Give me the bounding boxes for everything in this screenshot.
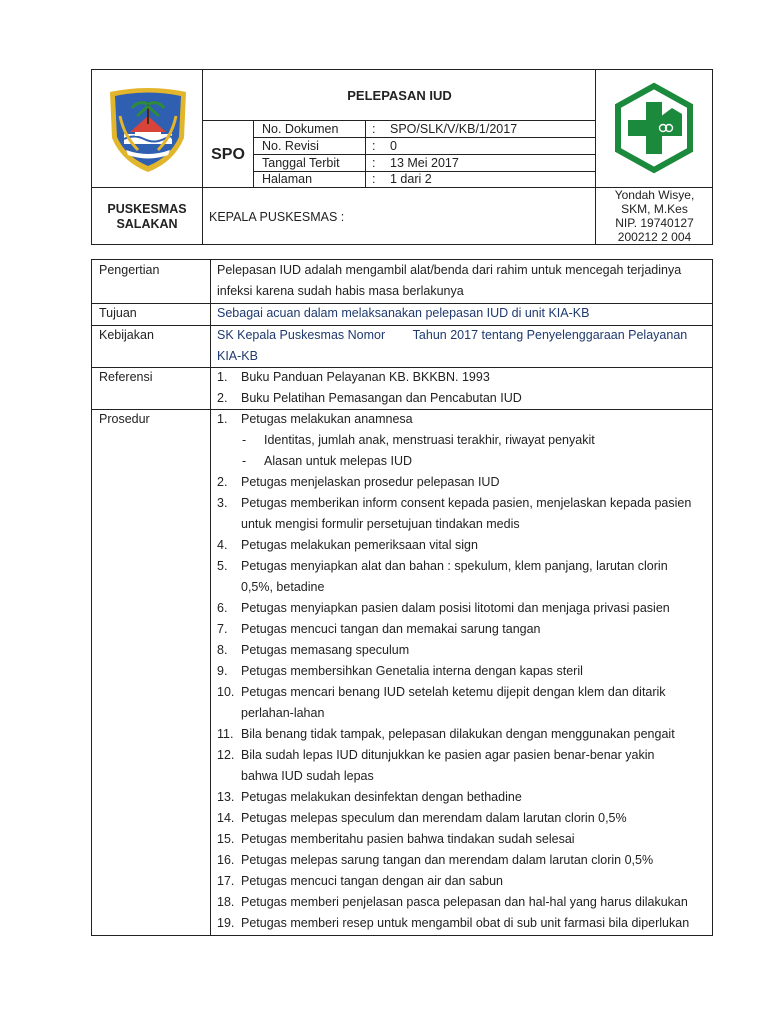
organization-line: SALAKAN <box>116 217 178 231</box>
list-number: 11. <box>217 727 234 741</box>
organization-line: PUSKESMAS <box>107 202 187 216</box>
list-text-continued: untuk mengisi formulir persetujuan tindakan medis <box>241 517 520 531</box>
list-number: 6. <box>217 601 228 615</box>
list-text: Bila sudah lepas IUD ditunjukkan ke pasien agar pasien benar-benar yakin <box>241 748 655 762</box>
section-label-kebijakan: Kebijakan <box>99 328 154 342</box>
list-number: 1. <box>217 412 228 426</box>
list-text: Petugas melakukan anamnesa <box>241 412 413 426</box>
list-text: Petugas menjelaskan prosedur pelepasan IUD <box>241 475 500 489</box>
bullet-dash: - <box>242 454 247 468</box>
tujuan-text: Sebagai acuan dalam melaksanakan pelepasan IUD di unit KIA-KB <box>217 306 590 320</box>
signer-line: 200212 2 004 <box>617 230 692 244</box>
meta-separator: : <box>372 122 376 136</box>
list-number: 13. <box>217 790 235 804</box>
list-number: 18. <box>217 895 235 909</box>
list-number: 16. <box>217 853 235 867</box>
list-text-continued: 0,5%, betadine <box>241 580 325 594</box>
list-text: Petugas memasang speculum <box>241 643 410 657</box>
list-text: Petugas melepas sarung tangan dan merendam dalam larutan clorin 0,5% <box>241 853 654 867</box>
list-number: 3. <box>217 496 228 510</box>
meta-key: Halaman <box>262 172 313 186</box>
list-text: Buku Panduan Pelayanan KB. BKKBN. 1993 <box>241 370 490 384</box>
header-divider <box>202 120 595 121</box>
pengertian-line: infeksi karena sudah habis masa berlakunya <box>217 284 464 298</box>
signer-line: NIP. 19740127 <box>615 216 694 230</box>
list-text: Petugas membersihkan Genetalia interna dengan kapas steril <box>241 664 583 678</box>
table-column-divider <box>210 260 211 935</box>
signer-block <box>595 188 714 244</box>
list-text: Petugas menyiapkan pasien dalam posisi litotomi dan menjaga privasi pasien <box>241 601 670 615</box>
document-title: PELEPASAN IUD <box>347 88 452 103</box>
meta-value: 13 Mei 2017 <box>390 156 459 170</box>
meta-key: No. Revisi <box>262 139 319 153</box>
pengertian-text <box>217 260 707 302</box>
list-text: Petugas menyiapkan alat dan bahan : spekulum, klem panjang, larutan clorin <box>241 559 668 573</box>
regency-emblem-icon <box>104 84 192 174</box>
list-number: 1. <box>217 370 228 384</box>
list-text: Petugas mencari benang IUD setelah ketemu dijepit dengan klem dan ditarik <box>241 685 666 699</box>
list-text: Petugas melakukan pemeriksaan vital sign <box>241 538 478 552</box>
list-text: Petugas memberikan inform consent kepada pasien, menjelaskan kepada pasien <box>241 496 692 510</box>
section-label-referensi: Referensi <box>99 370 153 384</box>
list-text-continued: perlahan-lahan <box>241 706 325 720</box>
meta-separator: : <box>372 172 376 186</box>
kebijakan-line: SK Kepala Puskesmas Nomor Tahun 2017 tentang Penyelenggaraan Pelayanan <box>217 328 688 342</box>
meta-value: 0 <box>390 139 397 153</box>
spo-label: SPO <box>211 146 245 163</box>
list-number: 19. <box>217 916 235 930</box>
list-number: 14. <box>217 811 235 825</box>
list-text-continued: bahwa IUD sudah lepas <box>241 769 374 783</box>
list-text: Petugas memberitahu pasien bahwa tindakan sudah selesai <box>241 832 575 846</box>
list-number: 9. <box>217 664 228 678</box>
meta-value: 1 dari 2 <box>390 172 432 186</box>
section-label-prosedur: Prosedur <box>99 412 150 426</box>
list-text: Petugas melakukan desinfektan dengan bethadine <box>241 790 522 804</box>
list-number: 4. <box>217 538 228 552</box>
meta-key: No. Dokumen <box>262 122 339 136</box>
substep-text: Identitas, jumlah anak, menstruasi terakhir, riwayat penyakit <box>264 433 595 447</box>
section-label-pengertian: Pengertian <box>99 263 160 277</box>
meta-separator: : <box>372 139 376 153</box>
list-text: Bila benang tidak tampak, pelepasan dilakukan dengan menggunakan pengait <box>241 727 675 741</box>
meta-row-page <box>254 172 596 188</box>
head-role-label: KEPALA PUSKESMAS : <box>209 210 345 224</box>
puskesmas-cross-icon <box>610 82 698 174</box>
meta-key: Tanggal Terbit <box>262 156 340 170</box>
list-number: 17. <box>217 874 235 888</box>
bullet-dash: - <box>242 433 247 447</box>
meta-row-document-number <box>254 122 596 138</box>
list-text: Petugas mencuci tangan dengan air dan sabun <box>241 874 503 888</box>
meta-separator: : <box>372 156 376 170</box>
list-number: 2. <box>217 475 228 489</box>
meta-value: SPO/SLK/V/KB/1/2017 <box>390 122 518 136</box>
section-label-tujuan: Tujuan <box>99 306 137 320</box>
list-text: Buku Pelatihan Pemasangan dan Pencabutan IUD <box>241 391 522 405</box>
substep-text: Alasan untuk melepas IUD <box>264 454 412 468</box>
signer-line: Yondah Wisye, <box>614 188 695 202</box>
organization-name <box>92 202 202 232</box>
list-text: Petugas memberi penjelasan pasca pelepasan dan hal-hal yang harus dilakukan <box>241 895 688 909</box>
list-number: 2. <box>217 391 228 405</box>
procedure-table <box>91 259 713 936</box>
list-number: 5. <box>217 559 228 573</box>
list-text: Petugas melepas speculum dan merendam dalam larutan clorin 0,5% <box>241 811 627 825</box>
list-text: Petugas mencuci tangan dan memakai sarung tangan <box>241 622 541 636</box>
document-header <box>91 69 713 245</box>
list-number: 7. <box>217 622 228 636</box>
signer-line: SKM, M.Kes <box>621 202 688 216</box>
kebijakan-text <box>217 325 707 367</box>
meta-row-revision <box>254 139 596 155</box>
list-number: 8. <box>217 643 228 657</box>
list-number: 10. <box>217 685 235 699</box>
list-number: 12. <box>217 748 235 762</box>
list-text: Petugas memberi resep untuk mengambil obat di sub unit farmasi bila diperlukan <box>241 916 690 930</box>
list-number: 15. <box>217 832 235 846</box>
kebijakan-line: KIA-KB <box>217 349 258 363</box>
meta-row-issue-date <box>254 156 596 172</box>
pengertian-line: Pelepasan IUD adalah mengambil alat/benda dari rahim untuk mencegah terjadinya <box>217 263 682 277</box>
